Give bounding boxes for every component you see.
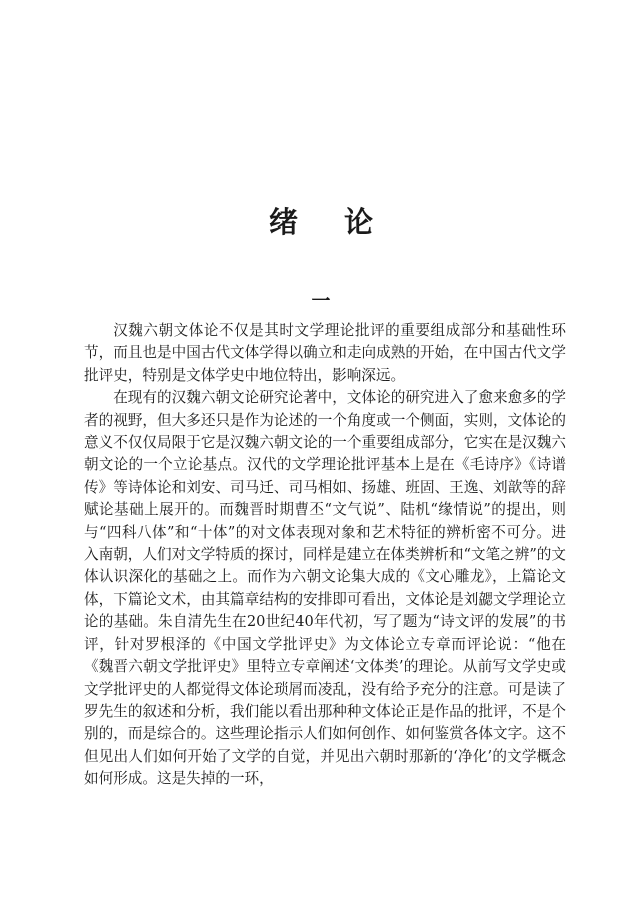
paragraph: 在现有的汉魏六朝文论研究论著中，文体论的研究进入了愈来愈多的学者的视野，但大多还只是作为论述的一个角度或一个侧面，实则，文体论的意义不仅仅局限于它是汉魏六朝文论的一个重要组成部分，它实在是汉魏六朝文论的一个立论基点。汉代的文学理论批评基本上是在《毛诗序》《诗谱传》等诗体论和刘安、司马迁、司马相如、扬雄、班固、王逸、刘歆等的辞赋论基础上展开的。而魏晋时期曹丕“文气说”、陆机“缘情说”的提出，则与“四科八体”和“十体”的对文体表现对象和艺术特征的辨析密不可分。进入南朝，人们对文学特质的探讨，同样是建立在体类辨析和“文笔之辨”的文体认识深化的基础之上。而作为六朝文论集大成的《文心雕龙》，上篇论文体，下篇论文术，由其篇章结构的安排即可看出，文体论是刘勰文学理论立论的基础。朱自清先生在20世纪40年代初，写了题为“诗文评的发展”的书评，针对罗根泽的《中国文学批评史》为文体论立专章而评论说：“他在《魏晋六朝文学批评史》里特立专章阐述‘文体类’的理论。从前写文学史或文学批评史的人都觉得文体论琐屑而凌乱，没有给予充分的注意。可是读了罗先生的叙述和分析，我们能以看出那种种文体论正是作品的批评，不是个别的，而是综合的。这些理论指示人们如何创作、如何鉴赏各体文字。这不但见出人们如何开始了文学的自觉，并见出六朝时那新的‘净化’的文学概念如何形成。这是失掉的一环，: [84, 389, 566, 788]
body-text: [84, 320, 566, 791]
chapter-title: 绪论: [268, 205, 419, 239]
section-number: 一: [311, 290, 331, 312]
paragraph: 汉魏六朝文体论不仅是其时文学理论批评的重要组成部分和基础性环节，而且也是中国古代文体学得以确立和走向成熟的开始，在中国古代文学批评史，特别是文体学史中地位特出，影响深远。: [84, 322, 566, 384]
